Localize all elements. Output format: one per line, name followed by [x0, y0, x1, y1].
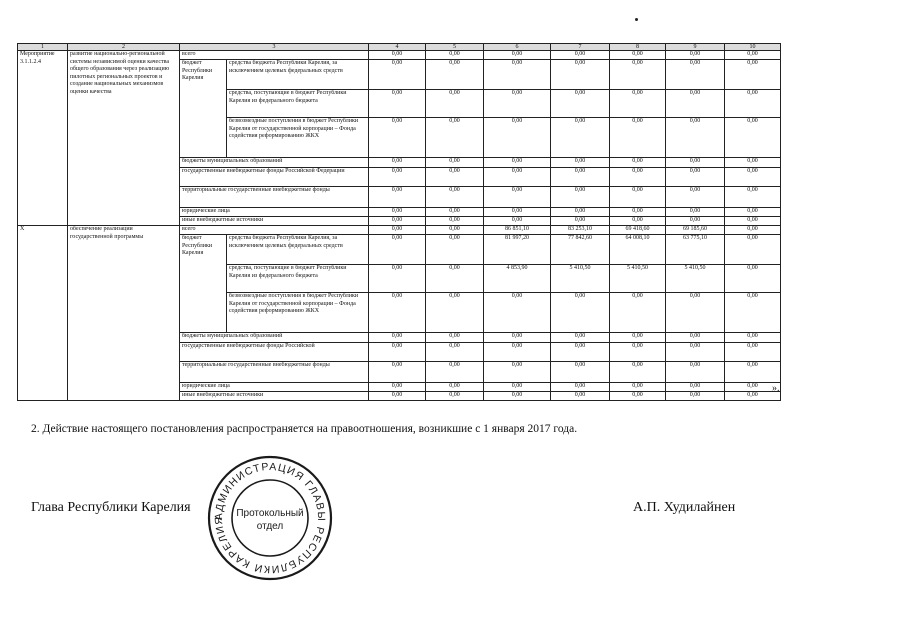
value-cell: 0,00 — [666, 392, 725, 401]
value-cell: 0,00 — [426, 158, 484, 168]
value-cell: 0,00 — [369, 265, 426, 293]
value-cell: 0,00 — [369, 158, 426, 168]
header-cell: 6 — [484, 44, 551, 51]
value-cell: 0,00 — [666, 293, 725, 333]
value-cell: 0,00 — [551, 217, 610, 226]
value-cell: 77 842,60 — [551, 235, 610, 265]
value-cell: 0,00 — [725, 90, 781, 118]
value-cell: 0,00 — [426, 118, 484, 158]
value-cell: 0,00 — [426, 168, 484, 187]
value-cell: 0,00 — [725, 168, 781, 187]
value-cell: 0,00 — [426, 90, 484, 118]
value-cell: 0,00 — [725, 226, 781, 235]
measure-name-cell: обеспечение реализации государственной программы — [68, 226, 180, 401]
header-cell: 5 — [426, 44, 484, 51]
value-cell: 0,00 — [610, 158, 666, 168]
value-cell: 0,00 — [484, 60, 551, 90]
value-cell: 0,00 — [725, 343, 781, 362]
source-cell: иные внебюджетные источники — [180, 217, 369, 226]
source-cell: бюджеты муниципальных образований — [180, 158, 369, 168]
source-cell: юридические лица — [180, 208, 369, 217]
value-cell: 0,00 — [666, 51, 725, 60]
value-cell: 0,00 — [610, 90, 666, 118]
value-cell: 0,00 — [610, 217, 666, 226]
header-cell: 1 — [18, 44, 68, 51]
value-cell: 81 997,20 — [484, 235, 551, 265]
value-cell: 0,00 — [610, 362, 666, 383]
budget-group-cell: бюджет Республики Карелия — [180, 60, 227, 158]
value-cell: 0,00 — [484, 118, 551, 158]
value-cell: 0,00 — [551, 362, 610, 383]
value-cell: 0,00 — [666, 187, 725, 208]
source-cell: всего — [180, 226, 369, 235]
value-cell: 0,00 — [610, 187, 666, 208]
value-cell: 63 775,10 — [666, 235, 725, 265]
source-cell: территориальные государственные внебюджетные фонды — [180, 187, 369, 208]
value-cell: 0,00 — [426, 226, 484, 235]
source-cell: государственные внебюджетные фонды Российской Федерации — [180, 168, 369, 187]
value-cell: 0,00 — [666, 118, 725, 158]
table-header-row — [18, 44, 781, 51]
subsource-cell: средства, поступающие в бюджет Республики Карелия из федерального бюджета — [227, 90, 369, 118]
value-cell: 4 853,90 — [484, 265, 551, 293]
value-cell: 0,00 — [666, 168, 725, 187]
value-cell: 69 185,60 — [666, 226, 725, 235]
value-cell: 0,00 — [426, 383, 484, 392]
value-cell: 0,00 — [426, 187, 484, 208]
value-cell: 0,00 — [551, 293, 610, 333]
value-cell: 0,00 — [369, 362, 426, 383]
value-cell: 0,00 — [725, 217, 781, 226]
measure-id-cell: Мероприятие 3.1.1.2.4 — [18, 51, 68, 226]
value-cell: 0,00 — [369, 235, 426, 265]
value-cell: 0,00 — [426, 343, 484, 362]
value-cell: 0,00 — [369, 90, 426, 118]
value-cell: 0,00 — [484, 333, 551, 343]
value-cell: 0,00 — [551, 187, 610, 208]
value-cell: 0,00 — [551, 392, 610, 401]
value-cell: 69 418,60 — [610, 226, 666, 235]
value-cell: 0,00 — [369, 293, 426, 333]
value-cell: 5 410,50 — [610, 265, 666, 293]
header-cell: 7 — [551, 44, 610, 51]
value-cell: 0,00 — [551, 90, 610, 118]
value-cell: 0,00 — [426, 265, 484, 293]
value-cell: 0,00 — [551, 208, 610, 217]
value-cell: 0,00 — [484, 208, 551, 217]
source-cell: территориальные государственные внебюджетные фонды — [180, 362, 369, 383]
value-cell: 0,00 — [484, 383, 551, 392]
table-row — [18, 226, 781, 235]
value-cell: 0,00 — [369, 392, 426, 401]
subsource-cell: безвозмездные поступления в бюджет Республики Карелия от государственной корпорации – Фонда содействия реформированию ЖКХ — [227, 118, 369, 158]
subsource-cell: средства бюджета Республики Карелия, за исключением целевых федеральных средств — [227, 60, 369, 90]
value-cell: 0,00 — [484, 293, 551, 333]
value-cell: 0,00 — [551, 168, 610, 187]
value-cell: 0,00 — [484, 51, 551, 60]
value-cell: 0,00 — [610, 293, 666, 333]
value-cell: 0,00 — [426, 217, 484, 226]
value-cell: 0,00 — [725, 60, 781, 90]
value-cell: 0,00 — [725, 392, 781, 401]
financing-table — [17, 43, 781, 401]
value-cell: 0,00 — [551, 60, 610, 90]
value-cell: 0,00 — [725, 362, 781, 383]
table-closing-quote: ». — [772, 383, 780, 394]
header-cell: 4 — [369, 44, 426, 51]
value-cell: 5 410,50 — [551, 265, 610, 293]
value-cell: 0,00 — [484, 187, 551, 208]
value-cell: 0,00 — [484, 158, 551, 168]
value-cell: 0,00 — [666, 362, 725, 383]
measure-id-cell: Х — [18, 226, 68, 401]
value-cell: 0,00 — [610, 168, 666, 187]
value-cell: 0,00 — [551, 51, 610, 60]
value-cell: 64 008,10 — [610, 235, 666, 265]
table-row — [18, 51, 781, 60]
svg-text:АДМИНИСТРАЦИЯ ГЛАВЫ РЕСПУБЛИКИ: АДМИНИСТРАЦИЯ ГЛАВЫ РЕСПУБЛИКИ КАРЕЛИЯ — [212, 460, 328, 576]
subsource-cell: средства бюджета Республики Карелия, за исключением целевых федеральных средств — [227, 235, 369, 265]
official-stamp — [205, 453, 335, 583]
value-cell: 0,00 — [666, 333, 725, 343]
source-cell: бюджеты муниципальных образований — [180, 333, 369, 343]
value-cell: 0,00 — [426, 362, 484, 383]
value-cell: 0,00 — [666, 158, 725, 168]
source-cell: иные внебюджетные источники — [180, 392, 369, 401]
value-cell: 0,00 — [725, 293, 781, 333]
value-cell: 0,00 — [369, 51, 426, 60]
value-cell: 0,00 — [484, 343, 551, 362]
value-cell: 0,00 — [426, 51, 484, 60]
header-cell: 10 — [725, 44, 781, 51]
value-cell: 0,00 — [369, 383, 426, 392]
value-cell: 0,00 — [666, 90, 725, 118]
value-cell: 0,00 — [369, 168, 426, 187]
value-cell: 0,00 — [610, 51, 666, 60]
signature-name: А.П. Худилайнен — [633, 500, 736, 515]
value-cell: 0,00 — [426, 392, 484, 401]
source-cell: всего — [180, 51, 369, 60]
value-cell: 0,00 — [484, 362, 551, 383]
value-cell: 0,00 — [725, 333, 781, 343]
value-cell: 0,00 — [426, 333, 484, 343]
value-cell: 83 253,10 — [551, 226, 610, 235]
value-cell: 0,00 — [369, 118, 426, 158]
value-cell: 0,00 — [369, 333, 426, 343]
value-cell: 0,00 — [426, 293, 484, 333]
value-cell: 0,00 — [725, 383, 781, 392]
source-cell: государственные внебюджетные фонды Российской — [180, 343, 369, 362]
value-cell: 0,00 — [610, 343, 666, 362]
value-cell: 0,00 — [426, 60, 484, 90]
value-cell: 0,00 — [551, 383, 610, 392]
header-cell: 2 — [68, 44, 180, 51]
value-cell: 0,00 — [369, 187, 426, 208]
stray-dot — [635, 18, 638, 21]
value-cell: 0,00 — [666, 60, 725, 90]
value-cell: 0,00 — [666, 217, 725, 226]
value-cell: 0,00 — [610, 383, 666, 392]
value-cell: 0,00 — [369, 343, 426, 362]
source-cell: юридические лица — [180, 383, 369, 392]
value-cell: 0,00 — [725, 118, 781, 158]
value-cell: 0,00 — [666, 343, 725, 362]
header-cell: 8 — [610, 44, 666, 51]
value-cell: 5 410,50 — [666, 265, 725, 293]
value-cell: 0,00 — [666, 208, 725, 217]
value-cell: 0,00 — [426, 235, 484, 265]
subsource-cell: средства, поступающие в бюджет Республики Карелия из федерального бюджета — [227, 265, 369, 293]
value-cell: 0,00 — [551, 343, 610, 362]
value-cell: 0,00 — [484, 217, 551, 226]
value-cell: 0,00 — [551, 333, 610, 343]
value-cell: 0,00 — [369, 226, 426, 235]
value-cell: 0,00 — [484, 392, 551, 401]
value-cell: 0,00 — [610, 392, 666, 401]
value-cell: 0,00 — [725, 158, 781, 168]
value-cell: 0,00 — [426, 208, 484, 217]
header-cell: 3 — [180, 44, 369, 51]
value-cell: 0,00 — [666, 383, 725, 392]
svg-text:Протокольный: Протокольный — [236, 508, 304, 519]
value-cell: 0,00 — [725, 208, 781, 217]
value-cell: 0,00 — [725, 235, 781, 265]
budget-group-cell: бюджет Республики Карелия — [180, 235, 227, 333]
value-cell: 0,00 — [484, 90, 551, 118]
value-cell: 0,00 — [369, 217, 426, 226]
value-cell: 0,00 — [725, 51, 781, 60]
value-cell: 0,00 — [369, 60, 426, 90]
measure-name-cell: развитие национально-региональной системы независимой оценки качества общего образования через реализацию пилотных региональных проектов и создание национальных механизмов оценки качества — [68, 51, 180, 226]
value-cell: 0,00 — [551, 158, 610, 168]
value-cell: 0,00 — [369, 208, 426, 217]
signature-title: Глава Республики Карелия — [31, 500, 191, 515]
value-cell: 86 851,10 — [484, 226, 551, 235]
value-cell: 0,00 — [725, 265, 781, 293]
header-cell: 9 — [666, 44, 725, 51]
value-cell: 0,00 — [610, 60, 666, 90]
value-cell: 0,00 — [610, 118, 666, 158]
value-cell: 0,00 — [610, 333, 666, 343]
value-cell: 0,00 — [484, 168, 551, 187]
paragraph-2: 2. Действие настоящего постановления распространяется на правоотношения, возникшие с 1 января 2017 года. — [31, 423, 578, 435]
subsource-cell: безвозмездные поступления в бюджет Республики Карелия от государственной корпорации – Фонда содействия реформированию ЖКХ — [227, 293, 369, 333]
value-cell: 0,00 — [610, 208, 666, 217]
svg-text:отдел: отдел — [256, 521, 284, 532]
value-cell: 0,00 — [725, 187, 781, 208]
value-cell: 0,00 — [551, 118, 610, 158]
